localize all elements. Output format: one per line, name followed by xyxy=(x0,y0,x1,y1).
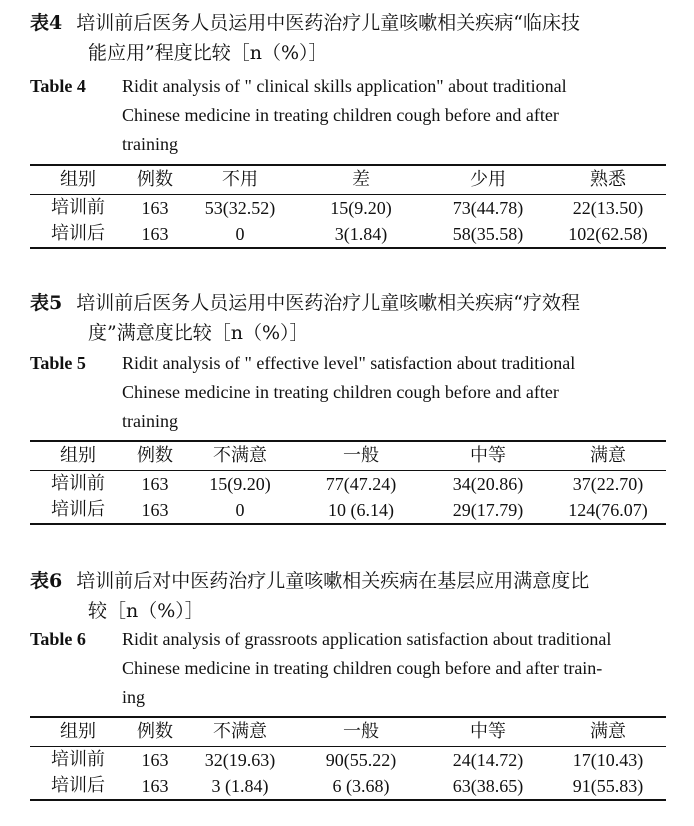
cell: 3(1.84) xyxy=(334,224,388,244)
header-col4: 一般 xyxy=(343,445,379,466)
table-header-row xyxy=(30,165,666,195)
cell: 163 xyxy=(141,474,169,494)
table-row xyxy=(30,221,666,248)
cell: 53(32.52) xyxy=(204,198,276,218)
cell: 6 (3.68) xyxy=(332,776,390,796)
cell: 17(10.43) xyxy=(572,750,644,770)
table-header-row xyxy=(30,717,666,747)
table6-cn-title-line1: 培训前后对中医药治疗儿童咳嗽相关疾病在基层应用满意度比 xyxy=(76,570,590,592)
header-group: 组别 xyxy=(60,721,96,742)
table4-en-line1: Ridit analysis of " clinical skills application" about traditional xyxy=(122,76,567,96)
header-group: 组别 xyxy=(60,169,96,190)
table-row xyxy=(30,747,666,774)
header-count: 例数 xyxy=(137,445,173,466)
table5-en-caption xyxy=(30,349,670,436)
table6-cn-title-line2: 较［n（%）］ xyxy=(88,600,204,622)
table4-en-number: Table 4 xyxy=(30,76,86,96)
cell: 15(9.20) xyxy=(209,474,271,494)
header-col3: 不满意 xyxy=(213,445,267,466)
table6-en-caption xyxy=(30,625,670,712)
table5-en-line1: Ridit analysis of " effective level" satisfaction about traditional xyxy=(122,353,576,373)
cell: 0 xyxy=(235,500,245,520)
cell: 37(22.70) xyxy=(572,474,644,494)
header-col6: 熟悉 xyxy=(590,169,626,190)
header-col3: 不满意 xyxy=(213,721,267,742)
table-row xyxy=(30,195,666,222)
cell: 培训前 xyxy=(51,749,105,770)
table5 xyxy=(30,440,666,525)
cell: 34(20.86) xyxy=(452,474,524,494)
cell: 3 (1.84) xyxy=(211,776,269,796)
table4-en-caption xyxy=(30,72,670,159)
table6 xyxy=(30,716,666,801)
header-col5: 少用 xyxy=(470,169,506,190)
cell: 0 xyxy=(235,224,245,244)
table4-en-line2: Chinese medicine in treating children cough before and after xyxy=(122,105,559,125)
table6-cn-number: 表6 xyxy=(30,570,63,592)
header-col6: 满意 xyxy=(590,445,626,466)
cell: 90(55.22) xyxy=(325,750,397,770)
cell: 58(35.58) xyxy=(452,224,524,244)
header-count: 例数 xyxy=(137,721,173,742)
table4-en-line3: training xyxy=(122,134,178,154)
table5-en-line2: Chinese medicine in treating children cough before and after xyxy=(122,382,559,402)
table5-cn-title-line2: 度”满意度比较［n（%）］ xyxy=(88,322,309,344)
cell: 10 (6.14) xyxy=(328,500,394,520)
table6-en-number: Table 6 xyxy=(30,629,86,649)
cell: 102(62.58) xyxy=(568,224,648,244)
table5-cn-number: 表5 xyxy=(30,292,63,314)
table6-cn-caption xyxy=(30,566,670,626)
table4 xyxy=(30,164,666,249)
cell: 163 xyxy=(141,198,169,218)
table-row xyxy=(30,497,666,524)
header-col3: 不用 xyxy=(222,169,258,190)
table-header-row xyxy=(30,441,666,471)
cell: 163 xyxy=(141,500,169,520)
cell: 22(13.50) xyxy=(572,198,644,218)
table4-cn-caption xyxy=(30,8,670,68)
cell: 124(76.07) xyxy=(568,500,648,520)
table5-en-line3: training xyxy=(122,411,178,431)
cell: 163 xyxy=(141,224,169,244)
cell: 32(19.63) xyxy=(204,750,276,770)
table6-en-line2: Chinese medicine in treating children cough before and after train- xyxy=(122,658,603,678)
cell: 91(55.83) xyxy=(572,776,644,796)
cell: 培训后 xyxy=(51,499,105,520)
table4-cn-number: 表4 xyxy=(30,12,63,34)
table-row xyxy=(30,471,666,498)
table4-cn-title-line1: 培训前后医务人员运用中医药治疗儿童咳嗽相关疾病“临床技 xyxy=(76,12,580,34)
cell: 73(44.78) xyxy=(452,198,524,218)
cell: 培训后 xyxy=(51,775,105,796)
header-col4: 一般 xyxy=(343,721,379,742)
header-col6: 满意 xyxy=(590,721,626,742)
header-count: 例数 xyxy=(137,169,173,190)
header-col5: 中等 xyxy=(470,721,506,742)
cell: 15(9.20) xyxy=(330,198,392,218)
table6-en-line1: Ridit analysis of grassroots application satisfaction about traditional xyxy=(122,629,612,649)
header-col4: 差 xyxy=(352,169,370,190)
table5-en-number: Table 5 xyxy=(30,353,86,373)
cell: 培训前 xyxy=(51,473,105,494)
header-group: 组别 xyxy=(60,445,96,466)
table5-cn-caption xyxy=(30,288,670,348)
cell: 77(47.24) xyxy=(325,474,397,494)
table5-cn-title-line1: 培训前后医务人员运用中医药治疗儿童咳嗽相关疾病“疗效程 xyxy=(76,292,580,314)
header-col5: 中等 xyxy=(470,445,506,466)
cell: 培训前 xyxy=(51,197,105,218)
cell: 163 xyxy=(141,750,169,770)
cell: 163 xyxy=(141,776,169,796)
cell: 29(17.79) xyxy=(452,500,524,520)
table-row xyxy=(30,773,666,800)
cell: 24(14.72) xyxy=(452,750,524,770)
cell: 培训后 xyxy=(51,223,105,244)
table4-cn-title-line2: 能应用”程度比较［n（%）］ xyxy=(88,42,328,64)
table6-en-line3: ing xyxy=(122,687,146,707)
cell: 63(38.65) xyxy=(452,776,524,796)
